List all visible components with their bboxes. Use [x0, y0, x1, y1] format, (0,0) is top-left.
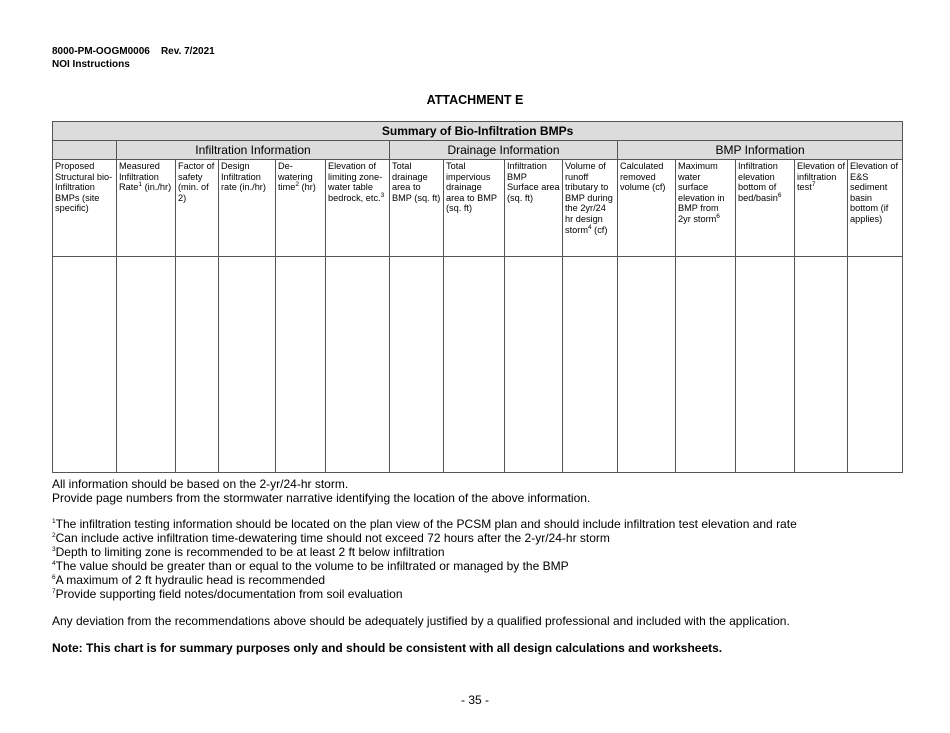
data-cell[interactable]	[276, 257, 326, 473]
footnote: $^3$Depth to limiting zone is recommended to be at least 2 ft below infiltration	[52, 545, 445, 559]
revision: Rev. 7/2021	[160, 46, 215, 57]
footnote: $^4$The value should be greater than or equal to the volume to be infiltrated or managed by the BMP	[52, 559, 569, 573]
bmp-summary-table	[52, 121, 903, 473]
document-header	[52, 45, 215, 71]
data-cell[interactable]	[117, 257, 176, 473]
data-cell[interactable]	[848, 257, 903, 473]
table-title: Summary of Bio-Infiltration BMPs	[53, 122, 903, 141]
col-header-measured-rate: Measured Infiltration Rate$^1$ (in./hr)	[117, 160, 176, 257]
data-cell[interactable]	[505, 257, 563, 473]
col-header-total-drainage-area: Total drainage area to BMP (sq. ft)	[390, 160, 444, 257]
col-header-design-rate: Design Infiltration rate (in./hr)	[219, 160, 276, 257]
attachment-title: ATTACHMENT E	[426, 93, 524, 107]
footnote: $^6$A maximum of 2 ft hydraulic head is recommended	[52, 573, 326, 587]
data-cell[interactable]	[326, 257, 390, 473]
col-header-test-elevation: Elevation of infiltration test$^7$	[795, 160, 848, 257]
data-cell[interactable]	[444, 257, 505, 473]
col-header-dewatering-time: De-watering time$^2$ (hr)	[276, 160, 326, 257]
group-drainage-information: Drainage Information	[390, 141, 618, 160]
col-header-limiting-zone: Elevation of limiting zone-water table bedrock, etc.$^3$	[326, 160, 390, 257]
data-cell[interactable]	[53, 257, 117, 473]
group-spacer	[53, 141, 117, 160]
footnote: $^1$The infiltration testing information should be located on the plan view of the PCSM plan and should include infiltration test elevation and rate	[52, 517, 797, 531]
form-id-line	[52, 45, 215, 58]
data-cell[interactable]	[736, 257, 795, 473]
data-cell[interactable]	[618, 257, 676, 473]
summary-note: Note: This chart is for summary purposes only and should be consistent with all design calculations and worksheets.	[52, 641, 723, 655]
col-header-factor-of-safety: Factor of safety (min. of 2)	[176, 160, 219, 257]
page-number: - 35 -	[460, 693, 489, 707]
footnote: $^2$Can include active infiltration time-dewatering time should not exceed 72 hours after the 2-yr/24-hr storm	[52, 531, 610, 545]
deviation-note: Any deviation from the recommendations above should be adequately justified by a qualified professional and included with the application.	[52, 614, 790, 628]
footnote: $^7$Provide supporting field notes/documentation from soil evaluation	[52, 587, 403, 601]
note-line: All information should be based on the 2-yr/24-hr storm.	[52, 477, 349, 491]
data-cell[interactable]	[676, 257, 736, 473]
data-cell[interactable]	[795, 257, 848, 473]
data-cell[interactable]	[219, 257, 276, 473]
group-infiltration-information: Infiltration Information	[117, 141, 390, 160]
doc-title: NOI Instructions	[52, 59, 130, 70]
footnotes	[52, 517, 797, 601]
col-header-surface-area: Infiltration BMP Surface area (sq. ft)	[505, 160, 563, 257]
col-header-bed-elevation: Infiltration elevation bottom of bed/basin$^6$	[736, 160, 795, 257]
data-cell[interactable]	[563, 257, 618, 473]
col-header-sediment-basin: Elevation of E&S sediment basin bottom (if applies)	[848, 160, 903, 257]
group-bmp-information: BMP Information	[618, 141, 903, 160]
data-cell[interactable]	[390, 257, 444, 473]
data-cell[interactable]	[176, 257, 219, 473]
form-id: 8000-PM-OOGM0006	[52, 46, 150, 57]
general-notes	[52, 477, 590, 505]
col-header-removed-volume: Calculated removed volume (cf)	[618, 160, 676, 257]
col-header-impervious-area: Total impervious drainage area to BMP (sq. ft)	[444, 160, 505, 257]
col-header-max-water-surface: Maximum water surface elevation in BMP from 2yr storm$^6$	[676, 160, 736, 257]
note-line: Provide page numbers from the stormwater narrative identifying the location of the above information.	[52, 491, 591, 505]
col-header-runoff-volume: Volume of runoff tributary to BMP during the 2yr/24 hr design storm$^4$ (cf)	[563, 160, 618, 257]
col-header-proposed-bmps: Proposed Structural bio-Infiltration BMPs (site specific)	[53, 160, 117, 257]
